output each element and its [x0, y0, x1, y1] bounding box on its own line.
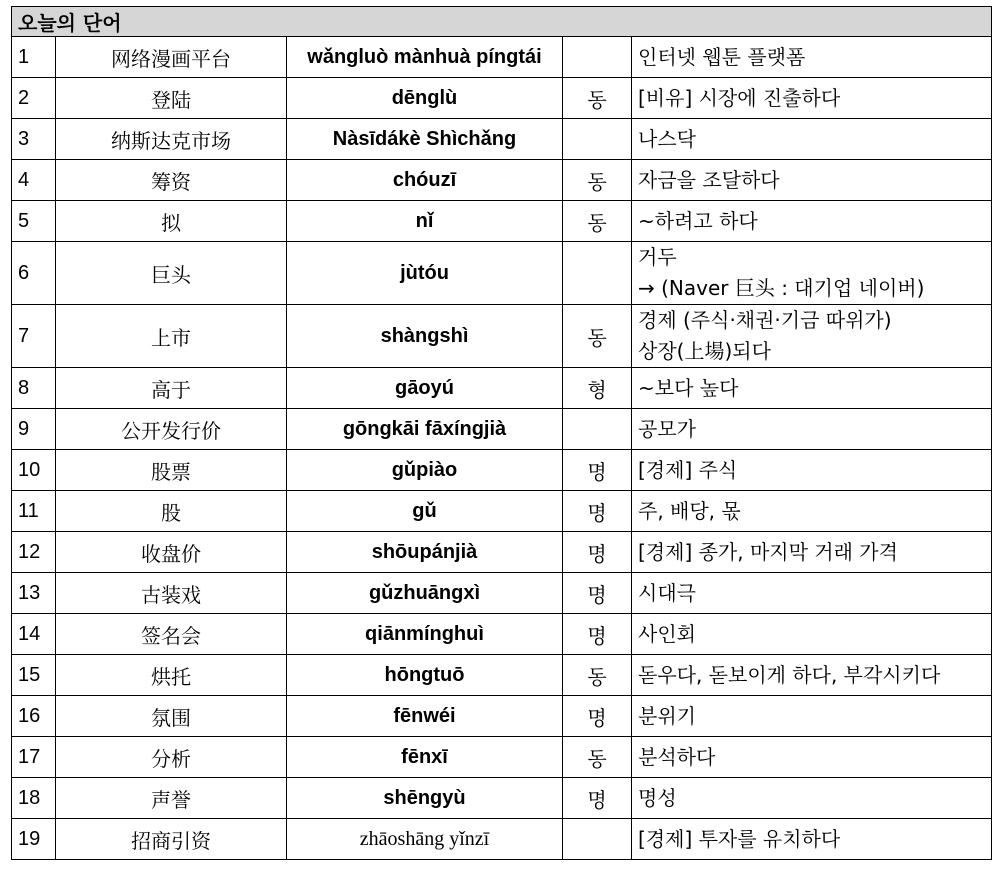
part-of-speech	[563, 409, 632, 450]
row-number: 17	[12, 737, 56, 778]
pinyin: zhāoshāng yǐnzī	[287, 819, 563, 860]
pinyin: shēngyù	[287, 778, 563, 819]
table-row	[12, 573, 992, 614]
chinese-word: 收盘价	[56, 532, 287, 573]
meaning-line: [경제] 주식	[638, 457, 738, 482]
part-of-speech: 형	[563, 368, 632, 409]
meaning-line: 상장(上場)되다	[638, 339, 771, 363]
row-number: 1	[12, 37, 56, 78]
table-row	[12, 160, 992, 201]
row-number: 18	[12, 778, 56, 819]
table-row	[12, 819, 992, 860]
korean-meaning	[632, 532, 992, 573]
table-row	[12, 119, 992, 160]
meaning-line: → (Naver 巨头 : 대기업 네이버)	[638, 276, 925, 300]
pinyin: fēnxī	[287, 737, 563, 778]
chinese-word: 网络漫画平台	[56, 37, 287, 78]
pinyin: wǎngluò mànhuà píngtái	[287, 37, 563, 78]
part-of-speech	[563, 37, 632, 78]
korean-meaning	[632, 573, 992, 614]
part-of-speech	[563, 119, 632, 160]
row-number: 13	[12, 573, 56, 614]
table-row	[12, 614, 992, 655]
row-number: 7	[12, 305, 56, 368]
row-number: 4	[12, 160, 56, 201]
chinese-word: 氛围	[56, 696, 287, 737]
korean-meaning	[632, 201, 992, 242]
korean-meaning	[632, 78, 992, 119]
row-number: 8	[12, 368, 56, 409]
meaning-line: [비유] 시장에 진출하다	[638, 85, 841, 110]
chinese-word: 公开发行价	[56, 409, 287, 450]
part-of-speech: 동	[563, 78, 632, 119]
row-number: 19	[12, 819, 56, 860]
korean-meaning	[632, 655, 992, 696]
part-of-speech: 동	[563, 160, 632, 201]
meaning-line: 분위기	[638, 703, 696, 728]
table-title: 오늘의 단어	[12, 7, 992, 37]
pinyin: gǔpiào	[287, 450, 563, 491]
chinese-word: 高于	[56, 368, 287, 409]
table-row	[12, 368, 992, 409]
part-of-speech: 동	[563, 305, 632, 368]
pinyin: gōngkāi fāxíngjià	[287, 409, 563, 450]
pinyin: gǔ	[287, 491, 563, 532]
korean-meaning	[632, 450, 992, 491]
chinese-word: 声誉	[56, 778, 287, 819]
row-number: 9	[12, 409, 56, 450]
part-of-speech: 명	[563, 450, 632, 491]
meaning-line: 명성	[638, 785, 677, 810]
meaning-line: ~하려고 하다	[638, 208, 758, 233]
table-row	[12, 78, 992, 119]
row-number: 5	[12, 201, 56, 242]
pinyin: nǐ	[287, 201, 563, 242]
korean-meaning	[632, 368, 992, 409]
pinyin: jùtóu	[287, 242, 563, 305]
part-of-speech: 동	[563, 737, 632, 778]
chinese-word: 古装戏	[56, 573, 287, 614]
korean-meaning	[632, 696, 992, 737]
korean-meaning	[632, 491, 992, 532]
meaning-line: 분석하다	[638, 744, 716, 769]
korean-meaning	[632, 409, 992, 450]
meaning-line: 거두	[638, 245, 677, 269]
meaning-line: ~보다 높다	[638, 375, 739, 400]
table-row	[12, 242, 992, 305]
meaning-line: 사인회	[638, 621, 696, 646]
table-row	[12, 37, 992, 78]
korean-meaning	[632, 37, 992, 78]
korean-meaning	[632, 819, 992, 860]
pinyin: shàngshì	[287, 305, 563, 368]
row-number: 11	[12, 491, 56, 532]
pinyin: dēnglù	[287, 78, 563, 119]
meaning-line: 경제 (주식·채권·기금 따위가)	[638, 308, 892, 332]
korean-meaning	[632, 778, 992, 819]
table-row	[12, 696, 992, 737]
row-number: 15	[12, 655, 56, 696]
part-of-speech	[563, 242, 632, 305]
row-number: 14	[12, 614, 56, 655]
chinese-word: 上市	[56, 305, 287, 368]
pinyin: chóuzī	[287, 160, 563, 201]
row-number: 6	[12, 242, 56, 305]
table-row	[12, 409, 992, 450]
chinese-word: 登陆	[56, 78, 287, 119]
chinese-word: 拟	[56, 201, 287, 242]
row-number: 2	[12, 78, 56, 119]
table-row	[12, 655, 992, 696]
chinese-word: 筹资	[56, 160, 287, 201]
korean-meaning	[632, 305, 992, 368]
korean-meaning	[632, 160, 992, 201]
table-row	[12, 532, 992, 573]
chinese-word: 烘托	[56, 655, 287, 696]
pinyin: qiānmínghuì	[287, 614, 563, 655]
pinyin: shōupánjià	[287, 532, 563, 573]
part-of-speech: 명	[563, 532, 632, 573]
meaning-line: [경제] 종가, 마지막 거래 가격	[638, 539, 898, 564]
pinyin: gāoyú	[287, 368, 563, 409]
chinese-word: 纳斯达克市场	[56, 119, 287, 160]
meaning-line: 자금을 조달하다	[638, 167, 780, 192]
row-number: 16	[12, 696, 56, 737]
chinese-word: 巨头	[56, 242, 287, 305]
chinese-word: 分析	[56, 737, 287, 778]
part-of-speech: 명	[563, 573, 632, 614]
korean-meaning	[632, 737, 992, 778]
table-row	[12, 737, 992, 778]
table-row	[12, 778, 992, 819]
table-row	[12, 201, 992, 242]
meaning-line: 시대극	[638, 580, 696, 605]
meaning-line: 공모가	[638, 416, 696, 441]
vocabulary-table	[11, 6, 992, 860]
chinese-word: 招商引资	[56, 819, 287, 860]
part-of-speech: 동	[563, 201, 632, 242]
part-of-speech	[563, 819, 632, 860]
pinyin: fēnwéi	[287, 696, 563, 737]
vocabulary-rows	[12, 37, 992, 860]
korean-meaning	[632, 614, 992, 655]
part-of-speech: 명	[563, 778, 632, 819]
part-of-speech: 명	[563, 614, 632, 655]
meaning-line: 나스닥	[638, 126, 696, 151]
table-row	[12, 450, 992, 491]
korean-meaning	[632, 242, 992, 305]
table-row	[12, 305, 992, 368]
pinyin: hōngtuō	[287, 655, 563, 696]
pinyin: gǔzhuāngxì	[287, 573, 563, 614]
meaning-line: [경제] 투자를 유치하다	[638, 826, 841, 851]
table-row	[12, 491, 992, 532]
meaning-line: 돋우다, 돋보이게 하다, 부각시키다	[638, 662, 941, 687]
row-number: 3	[12, 119, 56, 160]
chinese-word: 签名会	[56, 614, 287, 655]
pinyin: Nàsīdákè Shìchǎng	[287, 119, 563, 160]
part-of-speech: 명	[563, 696, 632, 737]
chinese-word: 股	[56, 491, 287, 532]
part-of-speech: 명	[563, 491, 632, 532]
korean-meaning	[632, 119, 992, 160]
part-of-speech: 동	[563, 655, 632, 696]
row-number: 12	[12, 532, 56, 573]
chinese-word: 股票	[56, 450, 287, 491]
row-number: 10	[12, 450, 56, 491]
meaning-line: 주, 배당, 몫	[638, 498, 741, 523]
meaning-line: 인터넷 웹툰 플랫폼	[638, 44, 806, 69]
